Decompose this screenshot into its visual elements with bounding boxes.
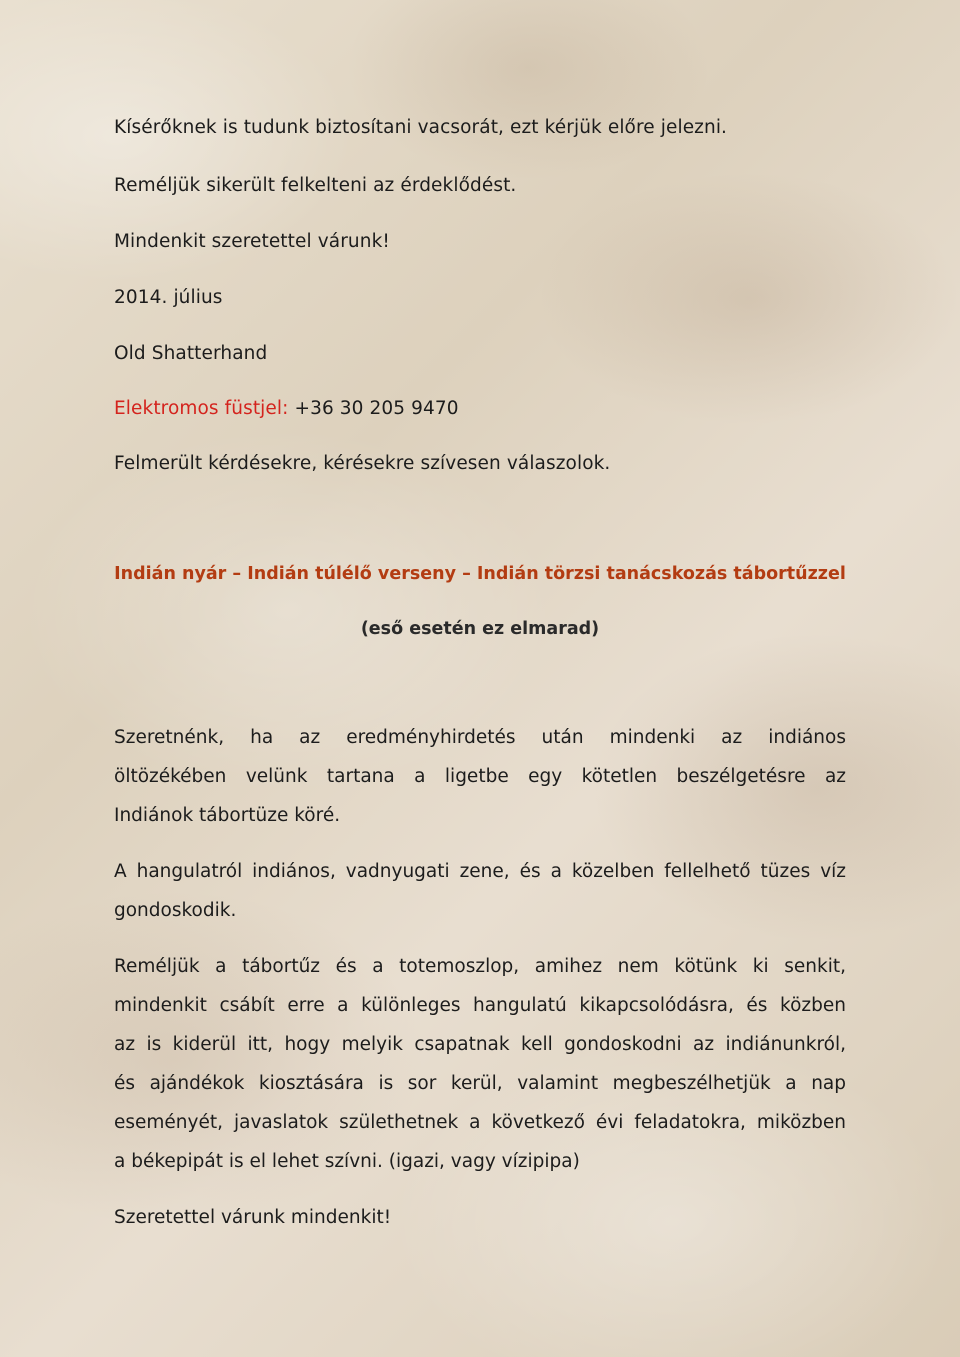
section-heading: Indián nyár – Indián túlélő verseny – Indián törzsi tanácskozás tábortűzzel: [114, 564, 846, 584]
contact-phone: +36 30 205 9470: [294, 398, 459, 419]
para2-line-2: gondoskodik.: [114, 900, 237, 921]
text-line-signature: Old Shatterhand: [114, 343, 268, 364]
para1-line-3: Indiánok tábortüze köré.: [114, 805, 341, 826]
para1-line-1: Szeretnénk, ha az eredményhirdetés után mindenki az indiános: [114, 727, 846, 748]
contact-label: Elektromos füstjel:: [114, 398, 289, 419]
para3-line-2: mindenkit csábít erre a különleges hangulatú kikapcsolódásra, és közben: [114, 995, 846, 1016]
text-line-welcome: Mindenkit szeretettel várunk!: [114, 231, 390, 252]
para2-line-1: A hangulatról indiános, vadnyugati zene, és a közelben fellelhető tüzes víz: [114, 861, 846, 882]
para3-line-6: a békepipát is el lehet szívni. (igazi, vagy vízipipa): [114, 1151, 580, 1172]
text-line-interest: Reméljük sikerült felkelteni az érdeklődést.: [114, 175, 517, 196]
text-line-date: 2014. július: [114, 287, 223, 308]
text-line-contact: [114, 398, 459, 419]
para3-line-3: az is kiderül itt, hogy melyik csapatnak kell gondoskodni az indiánunkról,: [114, 1034, 846, 1055]
text-line-companions: Kísérőknek is tudunk biztosítani vacsorát, ezt kérjük előre jelezni.: [114, 117, 728, 138]
para3-line-1: Reméljük a tábortűz és a totemoszlop, amihez nem kötünk ki senkit,: [114, 956, 846, 977]
para3-line-4: és ajándékok kiosztására is sor kerül, valamint megbeszélhetjük a nap: [114, 1073, 846, 1094]
closing-line: Szeretettel várunk mindenkit!: [114, 1207, 392, 1228]
para3-line-5: eseményét, javaslatok születhetnek a következő évi feladatokra, miközben: [114, 1112, 846, 1133]
text-line-questions: Felmerült kérdésekre, kérésekre szívesen válaszolok.: [114, 453, 611, 474]
section-note: (eső esetén ez elmarad): [360, 619, 600, 639]
para1-line-2: öltözékében velünk tartana a ligetbe egy kötetlen beszélgetésre az: [114, 766, 846, 787]
